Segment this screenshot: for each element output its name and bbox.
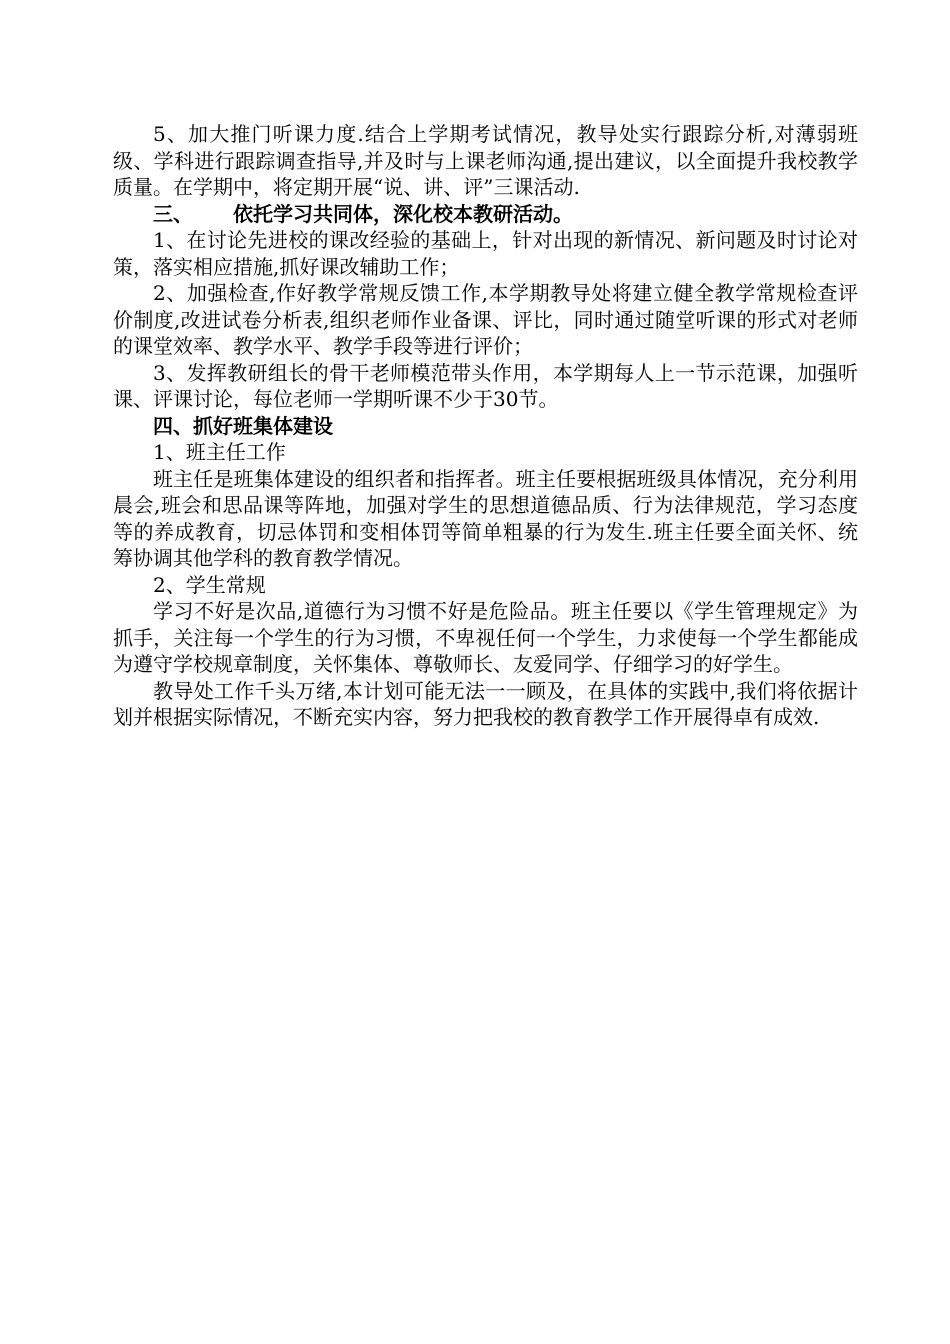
paragraph-conclusion: 教导处工作千头万绪,本计划可能无法一一顾及，在具体的实践中,我们将依据计划并根据实际情况，不断充实内容，努力把我校的教育教学工作开展得卓有成效. — [113, 678, 858, 729]
section-heading-three — [113, 201, 858, 228]
subheading-student-routine: 2、学生常规 — [153, 572, 266, 597]
paragraph-research-leaders: 3、发挥教研组长的骨干老师模范带头作用，本学期每人上一节示范课，加强听课、评课讨论，每位老师一学期听课不少于30节。 — [113, 360, 858, 411]
subheading-class-teacher-work: 1、班主任工作 — [153, 440, 286, 464]
paragraph-discussion-reform: 1、在讨论先进校的课改经验的基础上，针对出现的新情况、新问题及时讨论对策，落实相应措施,抓好课改辅助工作； — [113, 228, 858, 279]
section-heading-three-title: 依托学习共同体，深化校本教研活动。 — [233, 201, 573, 226]
paragraph-class-teacher: 班主任是班集体建设的组织者和指挥者。班主任要根据班级具体情况，充分利用晨会,班会和思品课等阵地，加强对学生的思想道德品质、行为法律规范，学习态度等的养成教育，切忌体罚和变相体罚等简单粗暴的行为发生.班主任要全面关怀、统筹协调其他学科的教育教学情况。 — [113, 466, 858, 570]
paragraph-student-routine: 学习不好是次品,道德行为习惯不好是危险品。班主任要以《学生管理规定》为抓手，关注每一个学生的行为习惯，不卑视任何一个学生，力求使每一个学生都能成为遵守学校规章制度，关怀集体、尊敬师长、友爱同学、仔细学习的好学生。 — [113, 599, 858, 676]
paragraph-strengthen-inspection: 2、加强检查,作好教学常规反馈工作,本学期教导处将建立健全教学常规检查评价制度,改进试卷分析表,组织老师作业备课、评比，同时通过随堂听课的形式对老师的课堂效率、教学水平、教学手段等进行评价； — [113, 281, 858, 358]
section-heading-four: 四、抓好班集体建设 — [153, 413, 333, 438]
section-heading-three-number: 三、 — [153, 201, 193, 226]
paragraph-push-door-lessons: 5、加大推门听课力度.结合上学期考试情况，教导处实行跟踪分析,对薄弱班级、学科进行跟踪调查指导,并及时与上课老师沟通,提出建议，以全面提升我校教学质量。在学期中，将定期开展“说、讲、评”三课活动. — [113, 122, 858, 199]
document-body — [113, 121, 858, 731]
